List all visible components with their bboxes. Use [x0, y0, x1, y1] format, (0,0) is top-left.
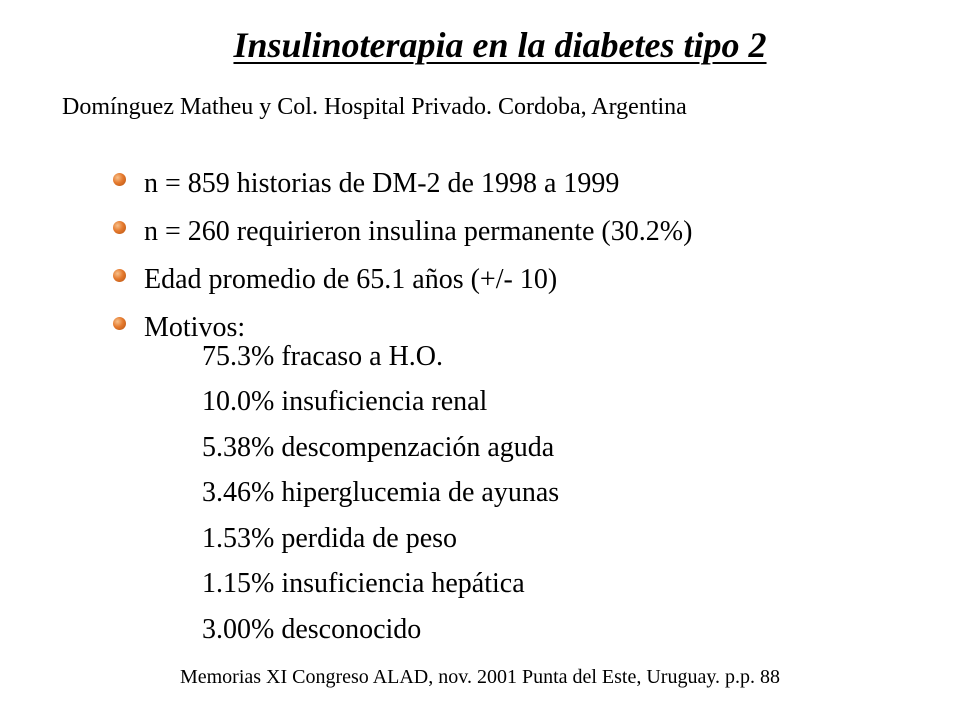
citation-footer: Memorias XI Congreso ALAD, nov. 2001 Punta del Este, Uruguay. p.p. 88 [179, 666, 781, 688]
reasons-list [202, 334, 559, 653]
reason-item: 1.53% perdida de peso [202, 522, 458, 554]
bullet-item [113, 256, 692, 304]
reason-item: 1.15% insuficiencia hepática [202, 568, 525, 600]
bullet-text: n = 859 historias de DM-2 de 1998 a 1999 [144, 168, 620, 199]
reason-item: 5.38% descompenzación aguda [202, 431, 555, 463]
bullet-item [113, 160, 692, 208]
slide-title-text: Insulinoterapia en la diabetes tipo 2 [233, 25, 767, 65]
bullet-text: Edad promedio de 65.1 años (+/- 10) [144, 264, 558, 295]
bullet-text: n = 260 requirieron insulina permanente (30.2%) [144, 216, 693, 247]
bullet-text: Motivos: [144, 312, 246, 343]
reason-item: 3.46% hiperglucemia de ayunas [202, 477, 560, 509]
bullet-icon [113, 173, 126, 186]
bullet-icon [113, 221, 126, 234]
bullet-icon [113, 269, 126, 282]
slide-subtitle: Domínguez Matheu y Col. Hospital Privado. Cordoba, Argentina [62, 94, 687, 120]
bullet-item [113, 208, 692, 256]
reason-item: 3.00% desconocido [202, 613, 422, 645]
bullet-icon [113, 317, 126, 330]
slide-title [0, 22, 960, 68]
bullet-list [113, 160, 692, 352]
reason-item: 10.0% insuficiencia renal [202, 386, 488, 418]
reason-item: 75.3% fracaso a H.O. [202, 340, 444, 372]
